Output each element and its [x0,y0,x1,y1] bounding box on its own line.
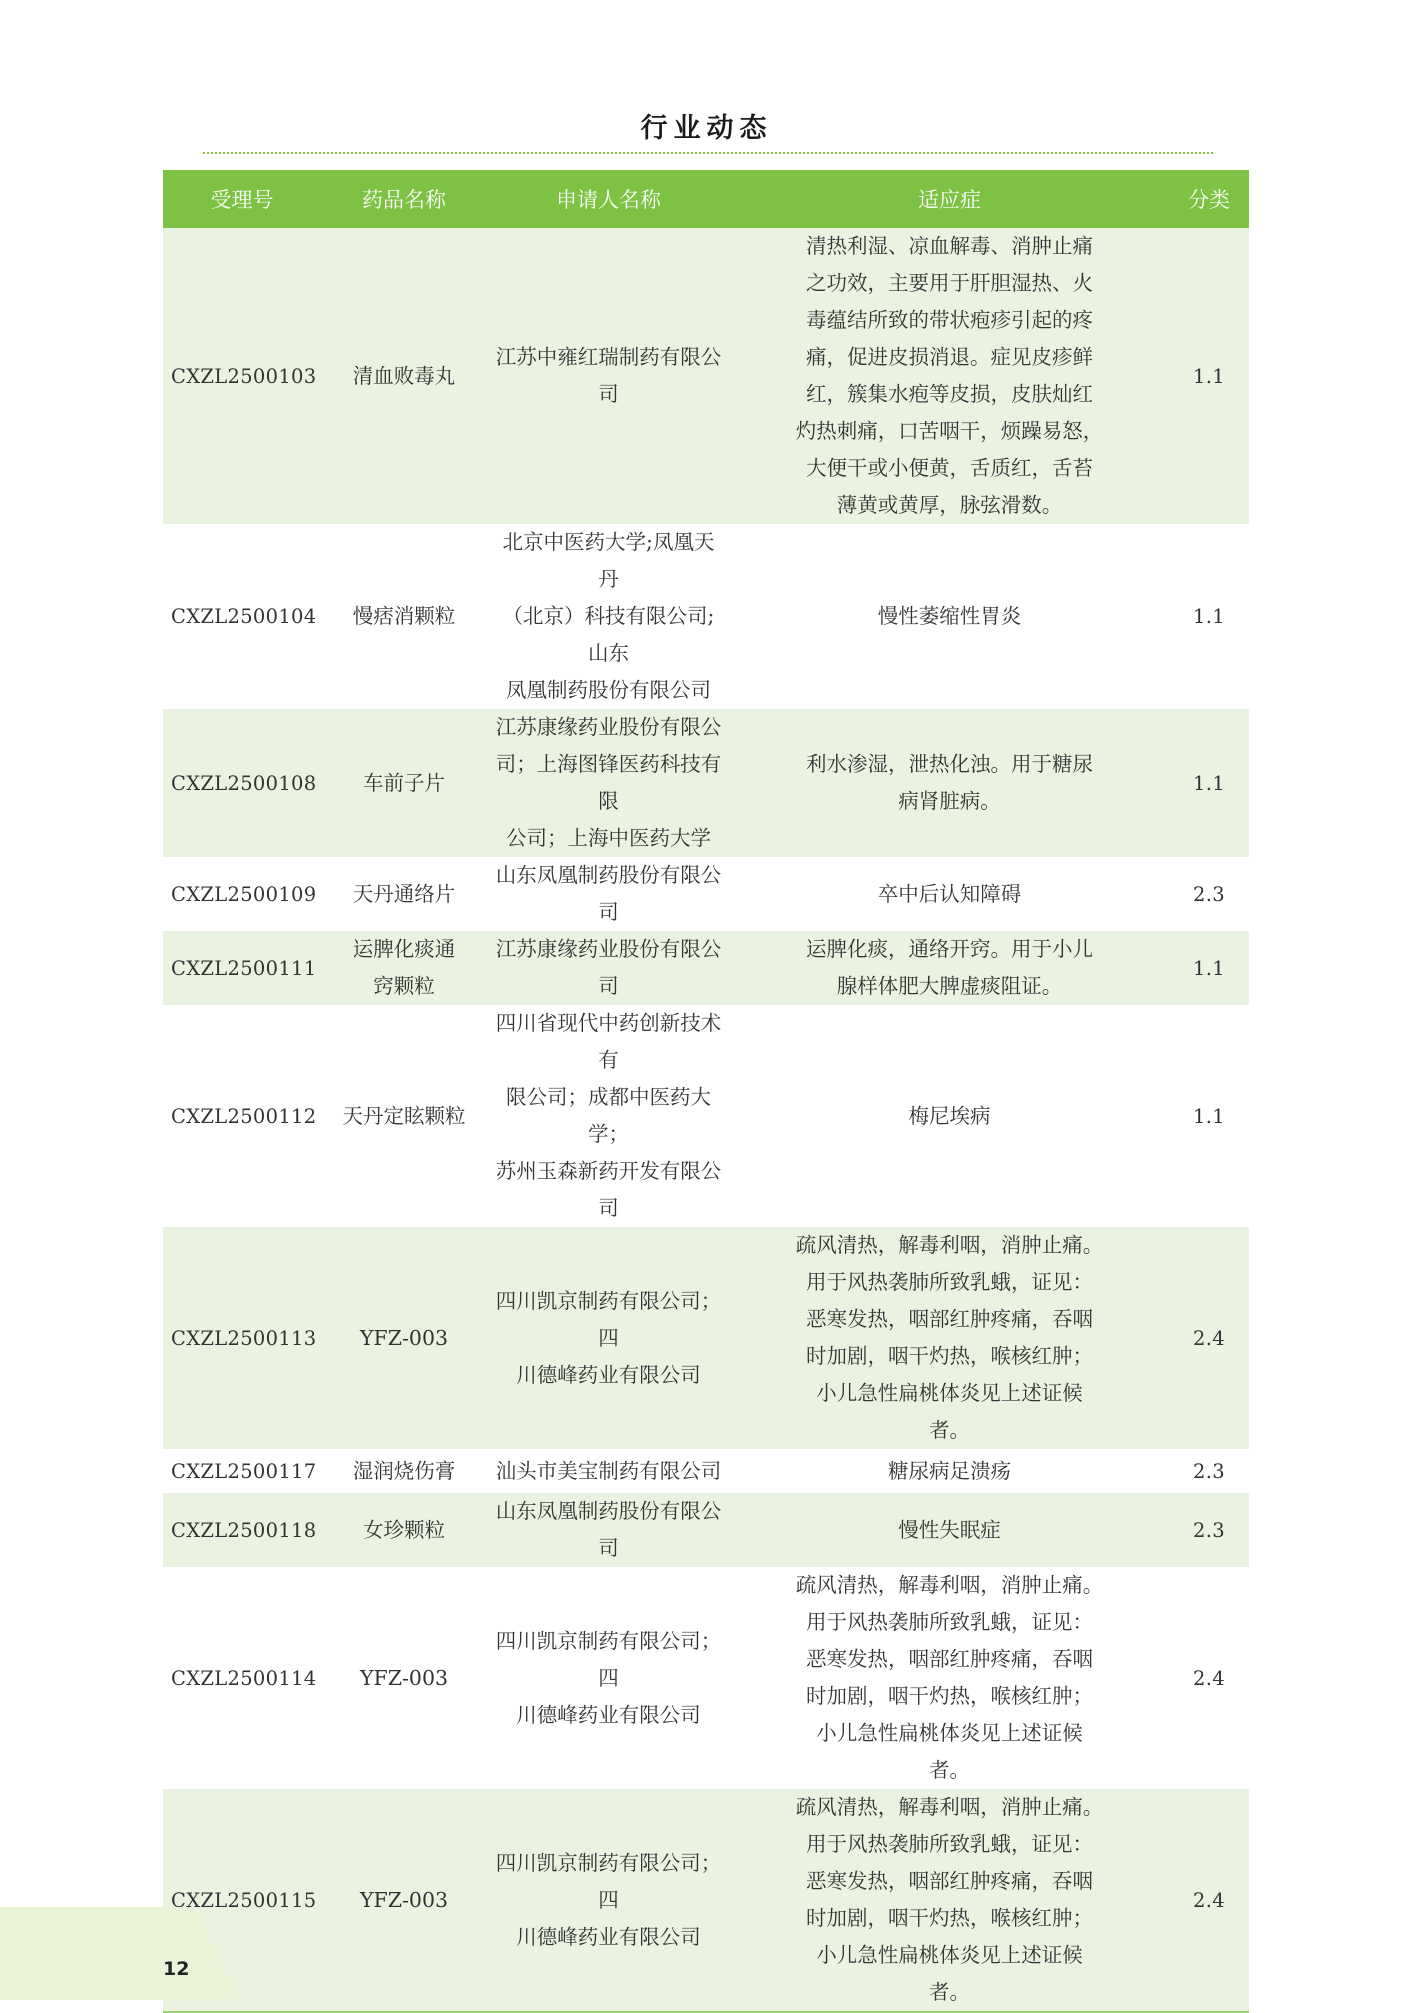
indication-cell-line: 时加剧，咽干灼热，喉核红肿； [806,1906,1093,1930]
applicant-cell [487,857,730,931]
acceptance-no-cell: CXZL2500115 [163,1789,321,2012]
category-cell: 2.4 [1169,1227,1249,1449]
applicant-cell [487,931,730,1005]
indication-cell-line: 用于风热袭肺所致乳蛾，证见： [806,1270,1093,1294]
applicant-cell-line: 江苏康缘药业股份有限公 [495,715,722,739]
applicant-cell-line: 四川凯京制药有限公司；四 [495,1288,722,1350]
category-cell: 2.3 [1169,1493,1249,1567]
table-row [163,857,1249,931]
page-number: 12 [163,1958,190,1980]
table-row [163,931,1249,1005]
applicant-cell-line: 汕头市美宝制药有限公司 [495,1458,722,1483]
table-row [163,524,1249,709]
applicant-cell-line: 公司；上海中医药大学 [506,826,711,850]
indication-cell-line: 薄黄或黄厚，脉弦滑数。 [836,493,1063,517]
indication-cell [730,524,1169,709]
table-row [163,1227,1249,1449]
applicant-cell-line: 限公司；成都中医药大学； [506,1085,711,1146]
applicant-cell [487,1005,730,1227]
table-row [163,1789,1249,2012]
indication-cell-line: 糖尿病足溃疡 [888,1458,1011,1483]
acceptance-no-cell: CXZL2500111 [163,931,321,1005]
indication-cell-line: 腺样体肥大脾虚痰阻证。 [836,974,1063,998]
category-cell: 2.4 [1193,1666,1225,1690]
category-cell: 1.1 [1169,709,1249,857]
header-divider [203,152,1213,154]
acceptance-no-cell: CXZL2500118 [163,1493,321,1567]
indication-cell-line: 之功效，主要用于肝胆湿热、火 [806,271,1093,295]
table-row [163,1005,1249,1227]
applicant-cell-line: 川德峰药业有限公司 [516,1362,701,1387]
applicant-cell-line: 山东凤凰制药股份有限公司 [495,863,722,924]
column-header-indication: 适应症 [730,170,1169,228]
table-row [163,1493,1249,1567]
acceptance-no-cell: CXZL2500103 [163,228,321,524]
acceptance-no-cell: CXZL2500109 [171,882,317,906]
drug-name-cell: 清血败毒丸 [321,228,487,524]
drug-name-cell: 天丹通络片 [352,881,456,906]
indication-cell-line: 梅尼埃病 [908,1103,991,1128]
category-cell: 2.4 [1169,1789,1249,2012]
indication-cell-line: 疏风清热，解毒利咽，消肿止痛。 [795,1573,1104,1597]
applicant-cell-line: 四川凯京制药有限公司；四 [495,1628,722,1690]
column-header-category: 分类 [1169,170,1249,228]
table-row [163,709,1249,857]
applicant-cell-line: （北京）科技有限公司;山东 [502,604,715,665]
indication-cell-line: 大便干或小便黄，舌质红，舌苔 [806,456,1093,480]
indication-cell-line: 红，簇集水疱等皮损，皮肤灿红 [806,382,1093,406]
drug-name-cell: 运脾化痰通窍颗粒 [321,931,487,1005]
indication-cell-line: 恶寒发热，咽部红肿疼痛，吞咽 [806,1869,1093,1893]
indication-cell [730,1227,1169,1449]
applicant-cell [487,709,730,857]
indication-cell-line: 时加剧，咽干灼热，喉核红肿； [806,1684,1093,1708]
acceptance-no-cell: CXZL2500108 [163,709,321,857]
header-row [163,170,1249,228]
indication-cell-line: 慢性萎缩性胃炎 [877,604,1022,628]
indication-cell-line: 用于风热袭肺所致乳蛾，证见： [806,1832,1093,1856]
indication-cell [730,1789,1169,2012]
category-cell: 2.3 [1193,1459,1225,1483]
indication-cell-line: 卒中后认知障碍 [877,881,1022,906]
applicant-cell-line: 凤凰制药股份有限公司 [506,678,711,702]
indication-cell-line: 者。 [929,1980,970,2004]
drug-name-cell: 天丹定眩颗粒 [342,1103,466,1128]
applicant-cell [487,524,730,709]
applicant-cell-line: 四川省现代中药创新技术有 [495,1011,722,1072]
indication-cell-line: 者。 [929,1418,970,1442]
indication-cell-line: 疏风清热，解毒利咽，消肿止痛。 [795,1233,1104,1257]
indication-cell-line: 小儿急性扁桃体炎见上述证候 [816,1943,1083,1967]
indication-cell [730,1567,1169,1789]
indication-cell-line: 恶寒发热，咽部红肿疼痛，吞咽 [806,1647,1093,1671]
table-header [163,170,1249,228]
category-cell: 1.1 [1169,931,1249,1005]
applicant-cell-line: 司；上海图锋医药科技有限 [495,752,722,813]
applicant-cell-line: 四川凯京制药有限公司；四 [495,1850,722,1912]
indication-cell-line: 用于风热袭肺所致乳蛾，证见： [806,1610,1093,1634]
indication-cell [730,1005,1169,1227]
applicant-cell [487,1789,730,2012]
column-header-drug-name: 药品名称 [321,170,487,228]
applicant-cell-line: 江苏康缘药业股份有限公司 [495,937,722,998]
column-header-applicant: 申请人名称 [487,170,730,228]
acceptance-no-cell: CXZL2500112 [171,1104,317,1128]
drug-registration-table [163,170,1249,2013]
applicant-cell-line: 川德峰药业有限公司 [516,1702,701,1727]
drug-name-cell: YFZ-003 [321,1227,487,1449]
indication-cell-line: 灼热刺痛，口苦咽干，烦躁易怒， [795,419,1104,443]
indication-cell-line: 利水渗湿，泄热化浊。用于糖尿 [806,752,1093,776]
indication-cell [730,1493,1169,1567]
indication-cell-line: 疏风清热，解毒利咽，消肿止痛。 [795,1795,1104,1819]
indication-cell-line: 者。 [929,1758,970,1782]
section-title: 行业动态 [640,113,773,144]
indication-cell-line: 小儿急性扁桃体炎见上述证候 [816,1721,1083,1745]
applicant-cell [487,1227,730,1449]
table-row [163,1567,1249,1789]
acceptance-no-cell: CXZL2500113 [163,1227,321,1449]
acceptance-no-cell: CXZL2500117 [171,1459,317,1483]
applicant-cell [487,1567,730,1789]
indication-cell [730,709,1169,857]
applicant-cell-line: 北京中医药大学;凤凰天丹 [502,530,715,591]
indication-cell-line: 运脾化痰，通络开窍。用于小儿 [806,937,1093,961]
applicant-cell-line: 苏州玉森新药开发有限公司 [495,1159,722,1220]
indication-cell-line: 毒蕴结所致的带状疱疹引起的疼 [806,308,1093,332]
drug-name-cell: 湿润烧伤膏 [352,1458,456,1483]
indication-cell [730,857,1169,931]
drug-name-cell: YFZ-003 [321,1789,487,2012]
applicant-cell-line: 川德峰药业有限公司 [516,1924,701,1949]
indication-cell [730,1449,1169,1493]
applicant-cell [487,1449,730,1493]
drug-name-cell: 女珍颗粒 [321,1493,487,1567]
column-header-acceptance-no: 受理号 [163,170,321,228]
category-cell: 1.1 [1193,605,1225,628]
category-cell: 1.1 [1193,1104,1225,1128]
acceptance-no-cell: CXZL2500114 [171,1666,317,1690]
indication-cell-line: 病肾脏病。 [898,789,1001,813]
indication-cell-line: 时加剧，咽干灼热，喉核红肿； [806,1344,1093,1368]
table-row [163,228,1249,524]
indication-cell-line: 慢性失眠症 [898,1517,1001,1542]
table-body [163,228,1249,2012]
drug-name-cell: 慢痞消颗粒 [352,604,456,628]
category-cell: 2.3 [1193,882,1225,906]
applicant-cell [487,228,730,524]
applicant-cell-line: 江苏中雍红瑞制药有限公司 [495,345,722,406]
indication-cell-line: 恶寒发热，咽部红肿疼痛，吞咽 [806,1307,1093,1331]
drug-name-cell: 车前子片 [321,709,487,857]
drug-name-cell: YFZ-003 [359,1665,449,1690]
indication-cell-line: 清热利湿、凉血解毒、消肿止痛 [806,234,1093,258]
indication-cell [730,228,1169,524]
table-row [163,1449,1249,1493]
category-cell: 1.1 [1169,228,1249,524]
indication-cell-line: 痛，促进皮损消退。症见皮疹鲜 [806,345,1093,369]
applicant-cell [487,1493,730,1567]
indication-cell-line: 小儿急性扁桃体炎见上述证候 [816,1381,1083,1405]
applicant-cell-line: 山东凤凰制药股份有限公司 [495,1499,722,1560]
indication-cell [730,931,1169,1005]
acceptance-no-cell: CXZL2500104 [171,605,317,628]
